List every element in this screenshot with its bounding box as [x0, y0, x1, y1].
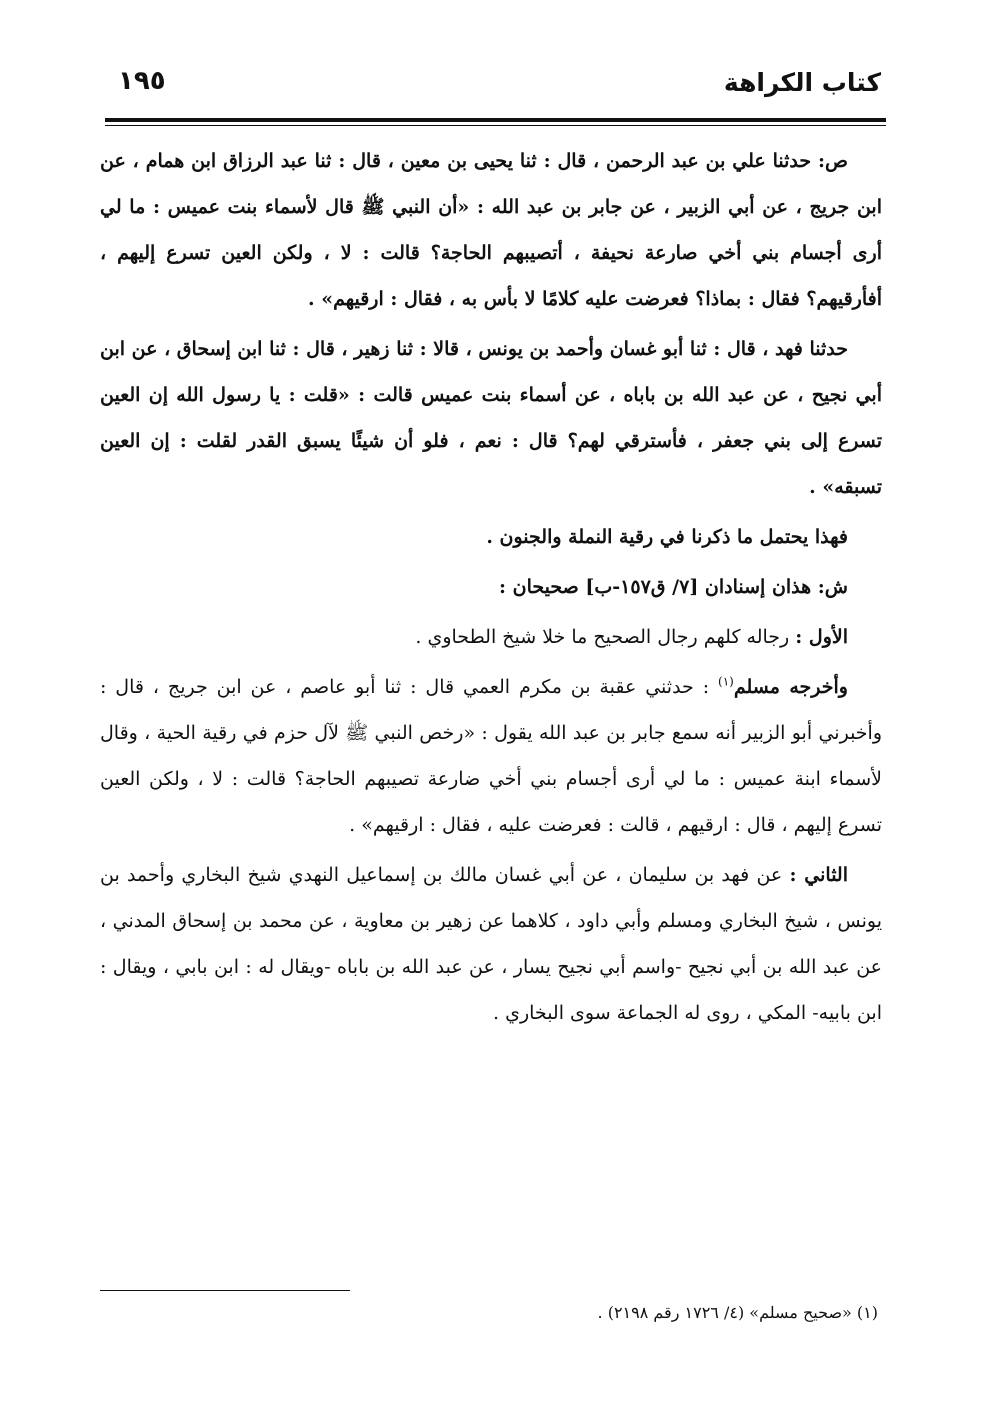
- paragraph-text: عن فهد بن سليمان ، عن أبي غسان مالك بن إسماعيل النهدي شيخ البخاري وأحمد بن يونس ، شيخ البخاري ومسلم وأبي داود ، كلاهما عن زهير بن معاوية ، عن محمد بن إسحاق المدني ، عن عبد الله بن أبي نجيح -واسم أبي نجيح يسار ، عن عبد الله بن باباه -ويقال له : ابن بابي ، ويقال : ابن بابيه- المكي ، روى له الجماعة سوى البخاري .: [100, 864, 882, 1024]
- main-text: [100, 138, 882, 1040]
- paragraph-text: ص: حدثنا علي بن عبد الرحمن ، قال : ثنا يحيى بن معين ، قال : ثنا عبد الرزاق ابن همام ، عن ابن جريج ، عن أبي الزبير ، عن جابر بن عبد الله : «أن النبي ﷺ قال لأسماء بنت عميس : ما لي أرى أجسام بني أخي صارعة نحيفة ، أتصيبهم الحاجة؟ قالت : لا ، ولكن العين تسرع إليهم ، أفأرقيهم؟ فقال : بماذا؟ فعرضت عليه كلامًا لا بأس به ، فقال : ارقيهم» .: [100, 150, 882, 310]
- footnote: (١) «صحيح مسلم» (٤/ ١٧٢٦ رقم ٢١٩٨) .: [597, 1303, 878, 1322]
- paragraph-lead: الأول :: [795, 626, 848, 648]
- paragraph-conclusion: [100, 514, 882, 560]
- paragraph-first-isnad: [100, 614, 882, 660]
- paragraph-text: : حدثني عقبة بن مكرم العمي قال : ثنا أبو عاصم ، عن ابن جريج ، قال : وأخبرني أبو الزبير أنه سمع جابر بن عبد الله يقول : «رخص النبي ﷺ لآل حزم في رقية الحية ، وقال لأسماء ابنة عميس : ما لي أرى أجسام بني أخي ضارعة تصيبهم الحاجة؟ قالت : لا ، ولكن العين تسرع إليهم ، قال : ارقيهم ، قالت : فعرضت عليه ، فقال : ارقيهم» .: [100, 676, 882, 836]
- chapter-title: كتاب الكراهة: [723, 68, 881, 97]
- page-number: ١٩٥: [118, 66, 166, 96]
- paragraph-lead: الثاني :: [789, 864, 848, 886]
- paragraph-hadith-1: [100, 138, 882, 322]
- paragraph-muslim-takhrij: [100, 664, 882, 848]
- page-header: [110, 64, 881, 110]
- paragraph-second-isnad: [100, 852, 882, 1036]
- paragraph-commentary-heading: [100, 564, 882, 610]
- paragraph-text: ش: هذان إسنادان [٧/ ق١٥٧-ب] صحيحان :: [499, 576, 848, 598]
- paragraph-lead: وأخرجه مسلم: [733, 676, 848, 698]
- paragraph-text: حدثنا فهد ، قال : ثنا أبو غسان وأحمد بن يونس ، قالا : ثنا زهير ، قال : ثنا ابن إسحاق ، عن ابن أبي نجيح ، عن عبد الله بن باباه ، عن أسماء بنت عميس قالت : «قلت : يا رسول الله إن العين تسرع إلى بني جعفر ، فأسترقي لهم؟ قال : نعم ، فلو أن شيئًا يسبق القدر لقلت : إن العين تسبقه» .: [100, 338, 882, 498]
- header-rule-thin: [105, 125, 886, 126]
- paragraph-hadith-2: [100, 326, 882, 510]
- footnote-ref: (١): [718, 674, 734, 689]
- paragraph-text: رجاله كلهم رجال الصحيح ما خلا شيخ الطحاوي .: [415, 626, 790, 648]
- header-rule-thick: [105, 118, 886, 122]
- paragraph-text: فهذا يحتمل ما ذكرنا في رقية النملة والجنون .: [486, 526, 848, 548]
- footnote-rule: [100, 1290, 350, 1291]
